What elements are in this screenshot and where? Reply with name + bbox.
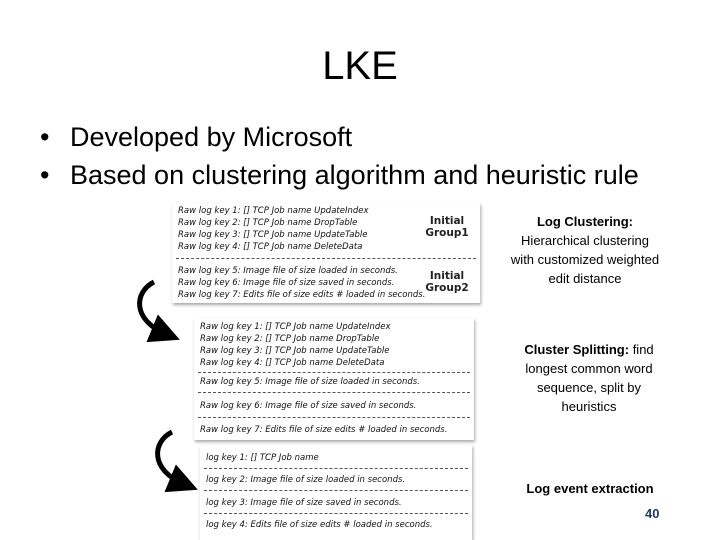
step-title: Log Clustering:	[536, 214, 634, 229]
step-desc: sequence, split by	[536, 380, 642, 395]
step-desc: find	[632, 342, 654, 357]
group-label: Initial Group2	[425, 270, 469, 294]
bullet-text: Based on clustering algorithm and heuristic rule	[70, 160, 639, 190]
log-row: Raw log key 7: Edits file of size edits # loaded in seconds.	[200, 425, 448, 435]
bullet-text: Developed by Microsoft	[70, 122, 353, 152]
log-row: Raw log key 3: [] TCP Job name UpdateTable	[200, 346, 390, 356]
log-clustering-note	[495, 212, 675, 288]
step-desc: edit distance	[548, 271, 622, 286]
split-clusters-panel	[194, 318, 474, 440]
log-row: Raw log key 7: Edits file of size edits # loaded in seconds.	[178, 290, 426, 300]
log-row: log key 1: [] TCP Job name	[206, 453, 319, 463]
log-row: Raw log key 5: Image file of size loaded in seconds.	[200, 377, 420, 387]
group-separator	[198, 372, 470, 373]
log-row: Raw log key 6: Image file of size saved in seconds.	[178, 278, 395, 288]
bullet-item: • Based on clustering algorithm and heuristic rule	[40, 160, 639, 190]
log-row: log key 3: Image file of size saved in seconds.	[206, 498, 402, 508]
step-title: Cluster Splitting:	[524, 342, 630, 357]
log-row: Raw log key 6: Image file of size saved in seconds.	[200, 401, 417, 411]
raw-log-keys-panel	[172, 203, 480, 303]
group-separator	[176, 258, 476, 259]
log-row: Raw log key 3: [] TCP Job name UpdateTable	[178, 230, 368, 240]
group-label: Initial Group1	[425, 215, 469, 239]
curved-arrow-icon	[148, 428, 208, 494]
step-desc: with customized weighted	[510, 252, 660, 267]
log-event-extraction-note	[505, 479, 675, 498]
bullet-item: • Developed by Microsoft	[40, 122, 353, 152]
log-row: Raw log key 2: [] TCP Job name DropTable	[178, 218, 358, 228]
slide-title: LKE	[322, 44, 398, 88]
log-row: Raw log key 1: [] TCP Job name UpdateIndex	[178, 206, 369, 216]
log-row: log key 2: Image file of size loaded in seconds.	[206, 475, 406, 485]
group-separator	[204, 490, 468, 491]
log-row: Raw log key 4: [] TCP Job name DeleteData	[200, 358, 385, 368]
curved-arrow-icon	[130, 278, 190, 344]
log-row: Raw log key 2: [] TCP Job name DropTable	[200, 334, 380, 344]
cluster-splitting-note	[503, 340, 675, 416]
log-row: Raw log key 5: Image file of size loaded in seconds.	[178, 266, 398, 276]
step-title: Log event extraction	[526, 481, 654, 496]
bullet-list	[40, 118, 639, 194]
page-number: 40	[645, 506, 660, 521]
step-desc: heuristics	[561, 399, 617, 414]
log-row: log key 4: Edits file of size edits # loaded in seconds.	[206, 520, 433, 530]
log-row: Raw log key 1: [] TCP Job name UpdateIndex	[200, 322, 391, 332]
log-row: Raw log key 4: [] TCP Job name DeleteData	[178, 242, 363, 252]
step-desc: longest common word	[525, 361, 653, 376]
step-desc: Hierarchical clustering	[521, 233, 649, 248]
group-separator	[198, 417, 470, 418]
group-separator	[204, 513, 468, 514]
group-separator	[204, 468, 468, 469]
group-separator	[198, 392, 470, 393]
log-events-panel	[200, 445, 472, 540]
